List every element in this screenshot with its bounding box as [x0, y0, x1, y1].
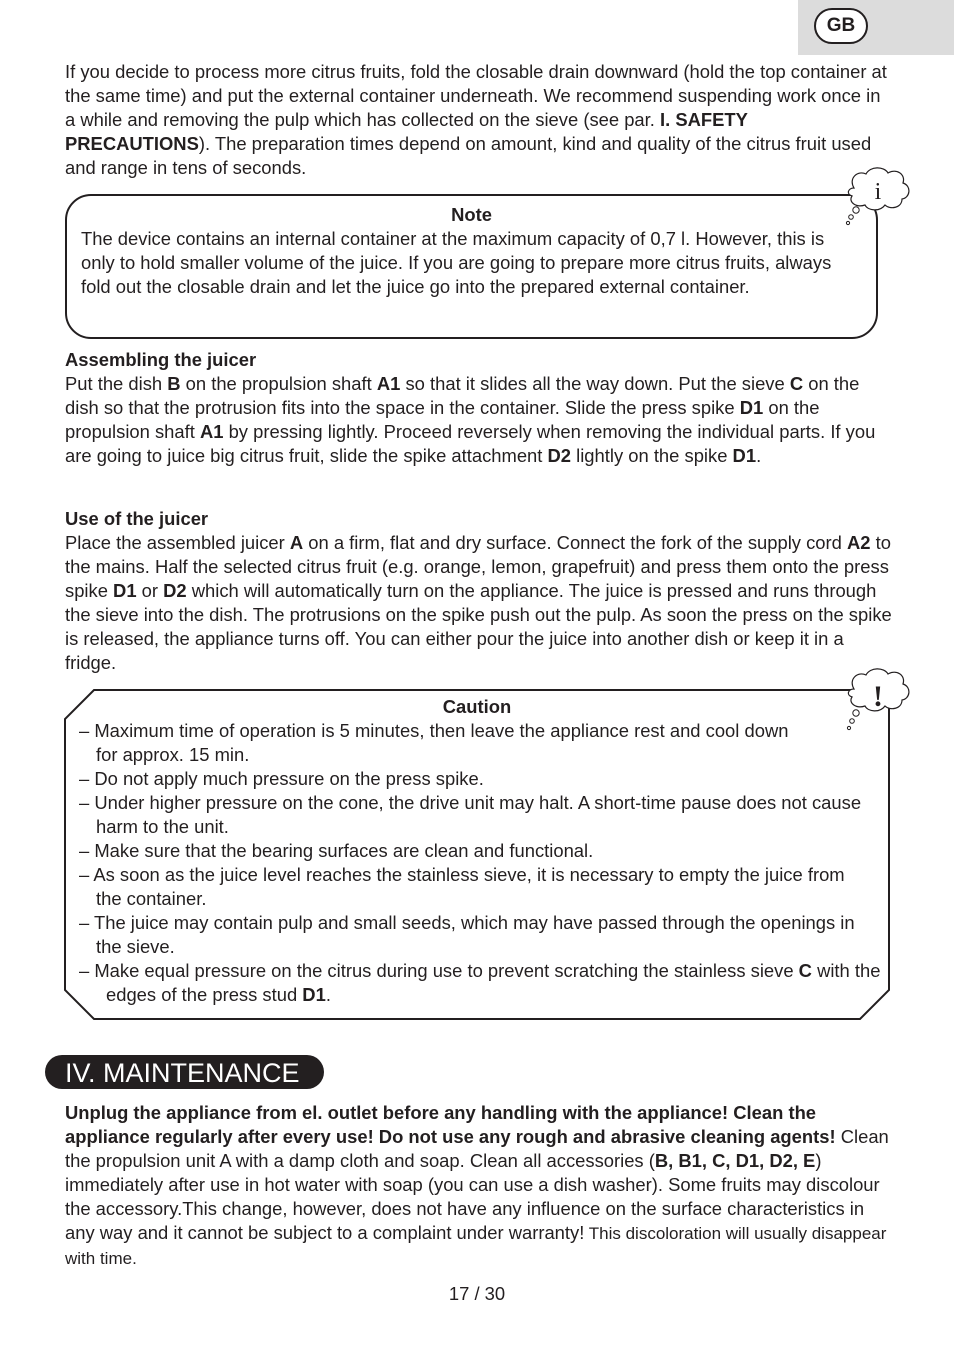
exclamation-glyph: ! [873, 680, 883, 713]
maintenance-paragraph: Unplug the appliance from el. outlet before any handling with the appliance! Clean the appliance regularly after every use! Do not use any rough and abrasive cleaning agents! Clean the propulsion unit A with a damp cloth and soap. Clean all accessories (B, B1, C, D1, D2, E) immediately after use in hot water with soap (you can use a dish washer). Some fruits may discolour the accessory.This change, however, does not have any influence on the surface characteristics in any way and it cannot be subject to a complaint under warranty! This discoloration will usually disappear with time. [65, 1102, 889, 1268]
assembling-section: Assembling the juicer Put the dish B on the propulsion shaft A1 so that it slides all the way down. Put the sieve C on the dish so that the protrusion fits into the space in the container. Slide the press spike D1 on the propulsion shaft A1 by pressing lightly. Proceed reversely when removing the individual parts. If you are going to juice big citrus fruit, slide the spike attachment D2 lightly on the spike D1. [65, 349, 876, 466]
intro-text: If you decide to process more citrus fruits, fold the closable drain downward (hold the top container at the same time) and put the external container underneath. We recommend suspending work once in a while and removing the pulp which has collected on the sieve (see par. [65, 61, 887, 130]
caution-item: – As soon as the juice level reaches the stainless sieve, it is necessary to empty the juice from the container. [79, 864, 845, 909]
section-heading-maintenance: IV. MAINTENANCE [45, 1055, 324, 1089]
assembling-heading: Assembling the juicer [65, 349, 257, 370]
safety-precautions-ref: I. SAFETY PRECAUTIONS [65, 109, 748, 154]
caution-item-last: – Make equal pressure on the citrus during use to prevent scratching the stainless sieve C with the edges of the press stud D1. [79, 960, 881, 1005]
caution-item: – Maximum time of operation is 5 minutes, then leave the appliance rest and cool down for approx. 15 min. [79, 720, 789, 765]
language-badge: GB [814, 8, 868, 44]
caution-item: – Make sure that the bearing surfaces are clean and functional. [79, 840, 594, 861]
note-box [65, 194, 878, 339]
caution-item: – Under higher pressure on the cone, the drive unit may halt. A short-time pause does not cause harm to the unit. [79, 792, 862, 837]
use-section: Use of the juicer Place the assembled juicer A on a firm, flat and dry surface. Connect the fork of the supply cord A2 to the mains. Half the selected citrus fruit (e.g. orange, lemon, grapefruit) and press them onto the press spike D1 or D2 which will automatically turn on the appliance. The juice is pressed and runs through the sieve into the dish. The protrusions on the spike push out the pulp. As soon the press on the spike is released, the appliance turns off. You can either pour the juice into another dish or keep it in a fridge. [65, 508, 892, 673]
intro-text-end: ). The preparation times depend on amount, kind and quality of the citrus fruit used and range in tens of seconds. [65, 133, 872, 178]
page-number: 17 / 30 [448, 1283, 506, 1304]
accessory-list: B, B1, C, D1, D2, E [654, 1150, 816, 1171]
caution-item: – Do not apply much pressure on the press spike. [79, 768, 484, 789]
info-glyph: i [874, 179, 882, 205]
note-cloud-icon [840, 164, 916, 230]
caution-item: – The juice may contain pulp and small seeds, which may have passed through the openings in the sieve. [79, 912, 855, 957]
note-text: The device contains an internal container at the maximum capacity of 0,7 l. However, this is only to hold smaller volume of the juice. If you are going to prepare more citrus fruits, always fold out the closable drain and let the juice go into the prepared external container. [81, 228, 832, 297]
use-heading: Use of the juicer [65, 508, 209, 529]
language-tab [798, 0, 954, 55]
caution-box [65, 690, 889, 1020]
caution-cloud-icon [840, 665, 916, 735]
caution-list [79, 719, 881, 1007]
note-title: Note [451, 204, 492, 225]
intro-paragraph [65, 60, 895, 180]
caution-title: Caution [442, 696, 512, 717]
maintenance-warning: Unplug the appliance from el. outlet before any handling with the appliance! Clean the appliance regularly after every use! Do not use any rough and abrasive cleaning agents! [65, 1102, 836, 1147]
